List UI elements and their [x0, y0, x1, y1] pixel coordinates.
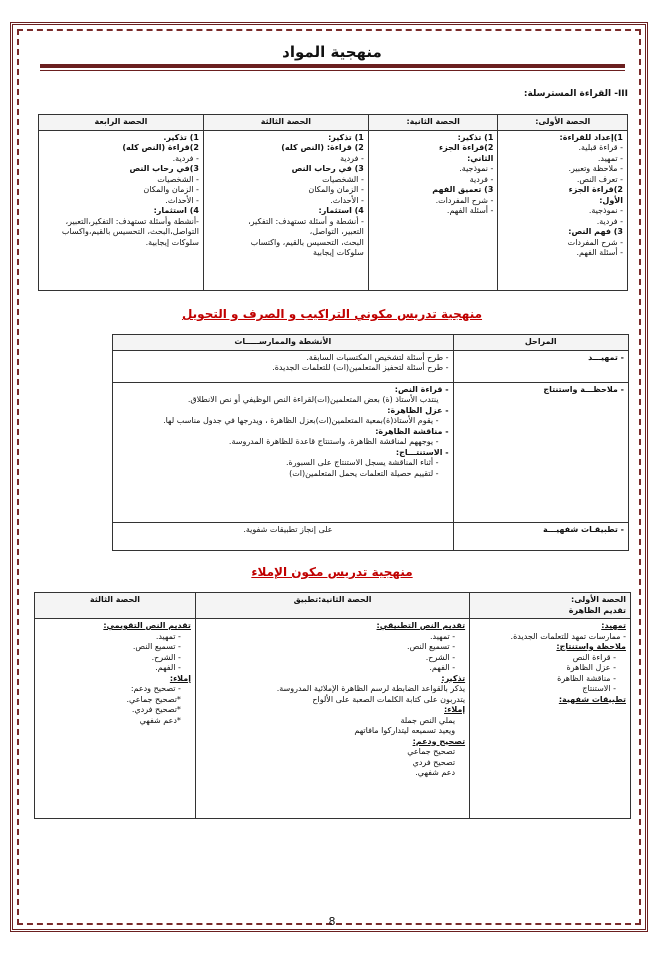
dictation-col-title-1-line2: تقديم الظاهرة [568, 605, 626, 615]
list-line: - طرح أسئلة لتشخيص المكتسبات السابقة. [306, 352, 449, 362]
page-title: منهجية المواد [282, 43, 382, 61]
list-line: تصحيح ودعم: [412, 736, 466, 746]
list-line: ويعيد تسميعه ليتداركوا مافاتهم [354, 726, 456, 735]
list-line: - الفهم. [155, 663, 181, 672]
list-line: - الشرح. [151, 652, 181, 662]
page-number: 8 [328, 915, 336, 928]
list-line: تصحيح فردي [412, 757, 456, 767]
list-line: 4) استثمار: [318, 206, 364, 215]
list-line: سلوكات إيجابية [313, 248, 364, 257]
list-line: - تمهيد. [429, 631, 456, 641]
reading-col-title-2: الحصة الثانية: [368, 115, 498, 131]
list-line: يذكر بالقواعد الضابطة لرسم الظاهرة الإملائية المدروسة. [276, 684, 466, 693]
syntax-col-activities: الأنشطة والممارســـــات [113, 335, 454, 351]
list-line: - عزل الظاهرة [566, 663, 616, 672]
syntax-col-stages: المراحل [453, 335, 628, 351]
list-line: تقديم النص التطبيقي: [376, 621, 466, 630]
list-line: دعم شفهي. [415, 768, 456, 777]
list-line: 2) قراءة: (النص كله) [281, 143, 364, 152]
list-line: - يوجههم لمناقشة الظاهرة، واستنتاج قاعدة للظاهرة المدروسة. [228, 437, 439, 446]
reading-col-1 [498, 130, 628, 290]
list-line: - الفهم. [429, 663, 456, 672]
list-line: 2)قراءة (النص كله) [122, 143, 199, 152]
list-line: - يقوم الأستاذ(ة)بمعية المتعلمين(ات)بعزل الظاهرة ، ويدرجها في جدول مناسب لها. [163, 416, 439, 425]
list-line: التواصل،البحث، التحسيس بالقيم،واكساب [61, 227, 199, 236]
list-line: - تصحيح ودعم: [130, 684, 181, 693]
list-line: 1) تذكير. [163, 132, 199, 142]
list-line: تقديم النص التقويمي: [103, 621, 191, 630]
list-line: على إنجاز تطبيقات شفوية. [243, 524, 333, 534]
syntax-activities [113, 522, 454, 550]
syntax-row [113, 382, 629, 522]
dictation-col-title-2: الحصة الثانية:تطبيق [195, 593, 469, 619]
syntax-table [112, 334, 629, 551]
list-line: - نموذجية. [588, 206, 623, 215]
syntax-row [113, 522, 629, 550]
reading-col-4 [39, 130, 204, 290]
list-line: إملاء: [169, 673, 191, 683]
list-line: ينتدب الأستاذ (ة) بعض المتعلمين(ات)لقراءة النص الوظيفي أو نص الانطلاق. [187, 395, 439, 404]
dictation-col-1 [470, 619, 631, 819]
dictation-table-body [35, 619, 631, 819]
reading-col-title-3: الحصة الثالثة [203, 115, 368, 131]
list-line: - الأحداث. [330, 195, 364, 205]
list-line: -أنشطة وأسئلة تستهدف: التفكير،التعبير، [65, 216, 199, 226]
list-line: 4) استثمار: [153, 206, 199, 215]
dictation-col-title-1 [470, 593, 631, 619]
syntax-section-title: منهجية تدريس مكوني التراكيب و الصرف و التحويل [181, 307, 483, 321]
list-line: - فردية [469, 174, 494, 184]
header-divider-thin [40, 70, 625, 71]
list-line: البحث، التحسيس بالقيم، واكتساب [250, 237, 364, 247]
list-line: - أنشطة و أسئلة تستهدف: التفكير، [248, 216, 364, 226]
list-line: 1)إعداد للقراءة: [559, 132, 623, 142]
list-line: - ممارسات تمهد للتعلمات الجديدة. [510, 631, 626, 641]
list-line: يملي النص جملة [400, 715, 456, 725]
list-line: *تصحيح فردي. [131, 705, 181, 714]
list-line: - شرح المفردات [567, 237, 623, 247]
list-line: - فردية. [596, 216, 623, 226]
list-line: الثاني: [467, 153, 494, 163]
list-line: ملاحظة واستنتاج: [556, 642, 626, 651]
list-line: - الشخصيات [322, 174, 364, 184]
list-line: - أسئلة الفهم. [576, 248, 623, 257]
list-line: سلوكات إيجابية. [145, 237, 199, 247]
list-line: تذكير: [441, 673, 466, 683]
list-line: - تعرف النص. [576, 174, 623, 184]
reading-table [38, 114, 628, 291]
list-line: - قراءة قبلية. [578, 143, 623, 152]
list-line: 3) فهم النص: [568, 227, 623, 236]
list-line: يتدربون على كتابة الكلمات الصعبة على الألواح [312, 694, 466, 704]
syntax-stage: - ملاحظـــة واستنتاج [453, 382, 628, 522]
list-line: تطبيقات شفهية: [558, 694, 626, 704]
reading-col-title-4: الحصة الرابعة [39, 115, 204, 131]
list-line: - الاستنتـــاج: [395, 447, 449, 457]
list-line: - أسئلة الفهم. [446, 206, 494, 215]
list-line: - فردية. [172, 153, 199, 163]
list-line: - نموذجية. [459, 164, 494, 173]
syntax-activities [113, 382, 454, 522]
list-line: 2)قراءة الجزء [439, 143, 494, 152]
list-line: - الشرح. [425, 652, 456, 662]
syntax-table-header [113, 335, 629, 351]
reading-col-title-1: الحصة الأولى: [498, 115, 628, 131]
dictation-section-title: منهجية تدريس مكون الإملاء [251, 565, 413, 579]
list-line: - فردية [340, 153, 364, 163]
reading-table-header [39, 115, 628, 131]
list-line: 3) تعميق الفهم [432, 185, 494, 194]
section-heading: III- القراءة المسترسلة: [523, 89, 628, 99]
list-line: 1) تذكير: [457, 132, 494, 142]
list-line: تمهيد: [601, 621, 626, 630]
list-line: 3) في رحاب النص [291, 164, 364, 173]
list-line: - مناقشة الظاهرة: [375, 426, 449, 436]
list-line: إملاء: [444, 705, 466, 714]
list-line: - طرح أسئلة لتحفيز المتعلمين(ات) للتعلمات الجديدة. [272, 363, 449, 372]
list-line: - الاستنتاج [582, 684, 616, 693]
list-line: 2)قراءة الجزء [568, 185, 623, 194]
list-line: - أثناء المناقشة يسجل الاستنتاج على السبورة. [286, 458, 439, 467]
list-line: التعبير، التواصل، [309, 227, 364, 236]
dictation-table-header [35, 593, 631, 619]
list-line: - مناقشة الظاهرة [557, 673, 616, 683]
list-line: *دعم شفهي [139, 715, 181, 725]
syntax-activities [113, 350, 454, 382]
syntax-stage: - تمهيـــد [453, 350, 628, 382]
list-line: - تمهيد. [597, 153, 623, 163]
dictation-col-3 [35, 619, 196, 819]
syntax-row [113, 350, 629, 382]
list-line: تصحيح جماعي [407, 747, 456, 756]
reading-col-3 [203, 130, 368, 290]
list-line: - ملاحظة وتعبير. [568, 164, 623, 173]
dictation-table [34, 592, 631, 819]
reading-col-2 [368, 130, 498, 290]
list-line: - قراءة النص: [394, 384, 449, 394]
list-line: - الأحداث. [165, 195, 199, 205]
dictation-col-title-1-line1: الحصة الأولى: [571, 595, 626, 604]
list-line: - شرح المفردات. [435, 195, 494, 205]
list-line: - الزمان والمكان [308, 185, 364, 194]
list-line: 3)في رحاب النص [129, 164, 199, 173]
list-line: - عزل الظاهرة: [387, 405, 449, 415]
list-line: - الزمان والمكان [143, 185, 199, 194]
list-line: الأول: [599, 195, 623, 205]
list-line: - الشخصيات [157, 174, 199, 184]
header-divider [40, 64, 625, 68]
list-line: - تسميع النص. [407, 642, 456, 651]
list-line: - قراءة النص [572, 652, 616, 662]
list-line: - تسميع النص. [132, 642, 181, 651]
dictation-col-2 [195, 619, 469, 819]
list-line: - تمهيد. [155, 631, 181, 641]
list-line: *تصحيح جماعي. [126, 694, 181, 704]
list-line: 1) تذكير: [328, 132, 364, 142]
list-line: - لتقييم حصيلة التعلمات يحمل المتعلمين(ات) [289, 468, 439, 478]
dictation-col-title-3: الحصة الثالثة [35, 593, 196, 619]
syntax-stage: - تطبيقـات شفهيـــة [453, 522, 628, 550]
reading-table-body [39, 130, 628, 290]
